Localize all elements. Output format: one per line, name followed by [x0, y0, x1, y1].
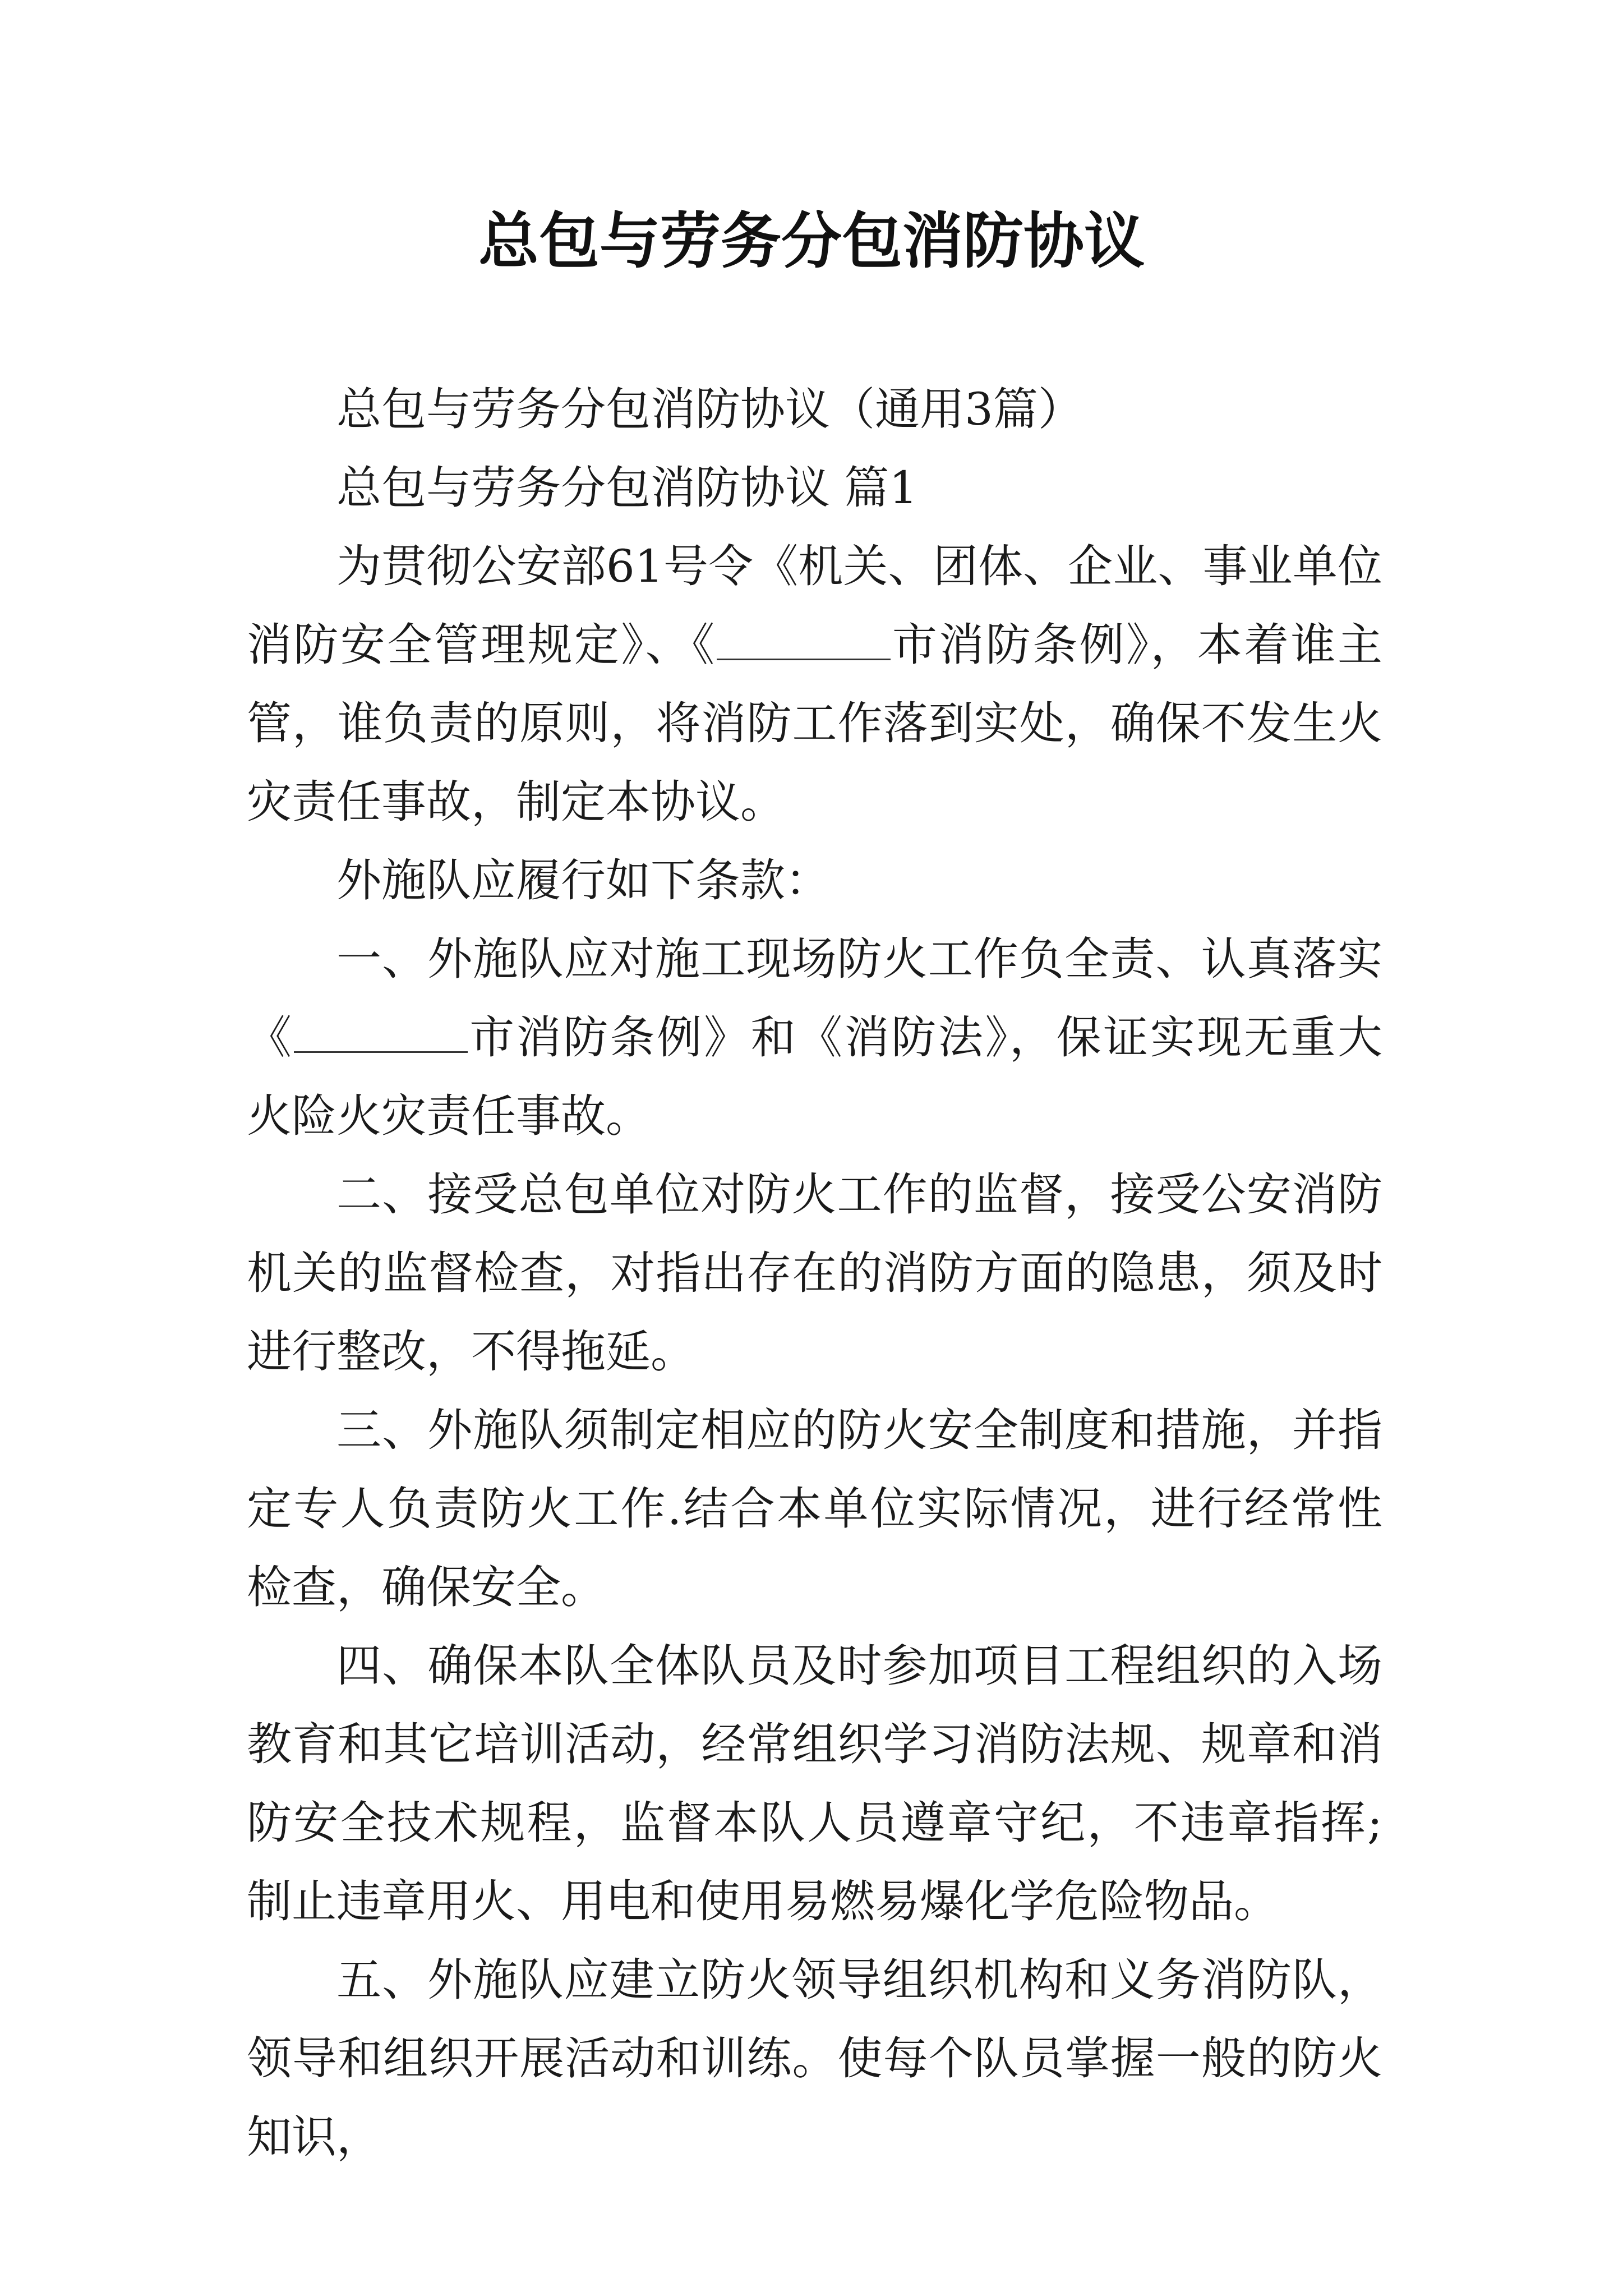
intro-text-part1: 为贯彻公安部61号令《机关、团体、企业、事业单位消防安全管理规定》、《 — [247, 540, 1382, 671]
clause-1-part1: 一、外施队应对施工现场防火工作负全责、认真落实《 — [247, 933, 1382, 1064]
clause-5: 五、外施队应建立防火领导组织机构和义务消防队，领导和组织开展活动和训练。使每个队员掌握一般的防火知识， — [247, 1954, 1382, 2163]
clause-1 — [247, 920, 1382, 1156]
intro-paragraph — [247, 527, 1382, 841]
clause-4: 四、确保本队全体队员及时参加项目工程组织的入场教育和其它培训活动，经常组织学习消防法规、规章和消防安全技术规程，监督本队人员遵章守纪，不违章指挥;制止违章用火、用电和使用易燃易爆化学危险物品。 — [247, 1640, 1382, 1927]
section-heading: 总包与劳务分包消防协议 篇1 — [336, 462, 918, 514]
intro-text-part2: 市消防条例》，本着谁主管，谁负责的原则，将消防工作落到实处，确保不发生火灾责任事故，制定本协议。 — [247, 619, 1382, 828]
document-body — [247, 370, 1382, 2177]
document-title: 总包与劳务分包消防协议 — [478, 206, 1145, 277]
subtitle-paragraph: 总包与劳务分包消防协议（通用3篇） — [336, 383, 1083, 435]
clause-1-part2: 市消防条例》和《消防法》，保证实现无重大火险火灾责任事故。 — [247, 1011, 1383, 1142]
clause-3: 三、外施队须制定相应的防火安全制度和措施，并指定专人负责防火工作.结合本单位实际情况，进行经常性检查，确保安全。 — [247, 1404, 1382, 1613]
fill-in-blank — [717, 619, 891, 660]
clauses-lead: 外施队应履行如下条款： — [336, 854, 830, 907]
fill-in-blank — [294, 1012, 468, 1053]
clause-2: 二、接受总包单位对防火工作的监督，接受公安消防机关的监督检查，对指出存在的消防方面的隐患，须及时进行整改，不得拖延。 — [247, 1168, 1382, 1378]
